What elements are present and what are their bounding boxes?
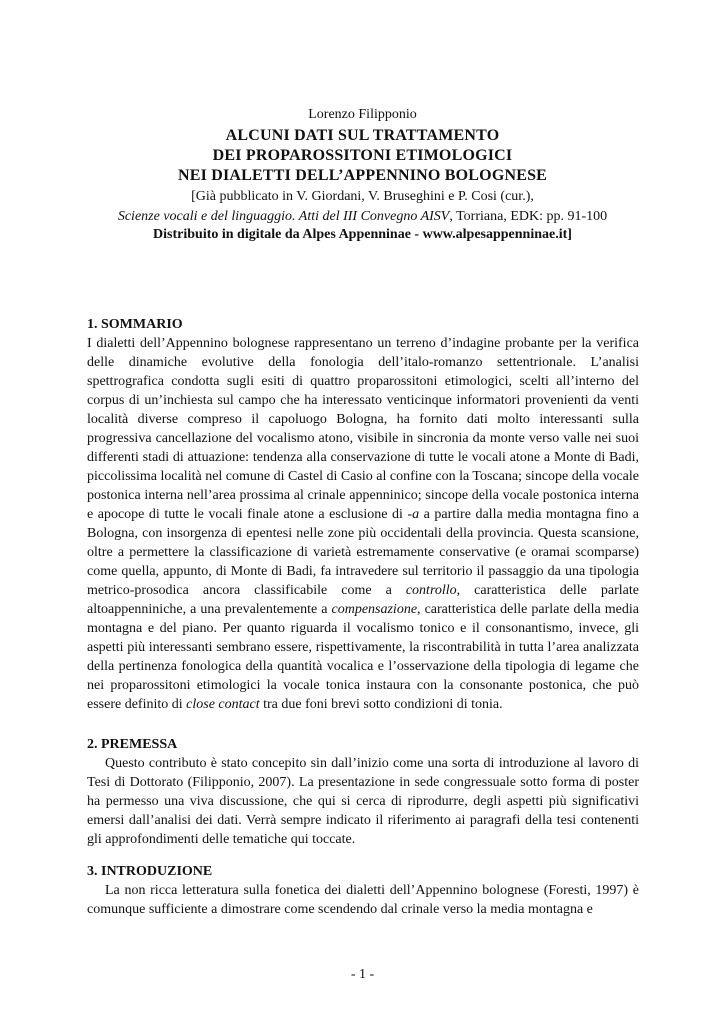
sommario-text-1: I dialetti dell’Appennino bolognese rappresentano un terreno d’indagine probante per la verifica delle dinamiche evolutive della fonologia dell’italo-romanzo settentrionale. L’analisi spettrografica condotta sugli esiti di quattro proparossitoni etimologici, scelti all’interno del corpus di un’inchiesta sul campo che ha interessato venticinque informatori provenienti da venti località diverse compreso il capoluogo Bologna, ha fornito dati molto interessanti sulla progressiva cancellazione del vocalismo atono, visibile in sincronia da monte verso valle nei suoi differenti stadi di attuazione: tendenza alla conservazione di tutte le vocali atone a Monte di Badi, piccolissima località nel comune di Castel di Casio al confine con la Toscana; sincope della vocale postonica interna nell’area prossima al crinale appenninico; sincope della vocale postonica interna e apocope di tutte le vocali finale atone a esclusione di xyxy=(87,336,639,522)
distribution-note: Distribuito in digitale da Alpes Appenninae - www.alpesappenninae.it] xyxy=(153,227,572,242)
introduzione-paragraph: La non ricca letteratura sulla fonetica dei dialetti dell’Appennino bolognese (Foresti, 1997) è comunque sufficiente a dimostrare come scendendo dal crinale verso la media montagna e xyxy=(87,883,639,917)
sommario-text-4: , caratteristica delle parlate della media montagna e del piano. Per quanto riguarda il vocalismo tonico e il consonantismo, invece, gli aspetti più interessanti sembrano essere, rispettivamente, la riscontrabilità in tutta l’area analizzata della pertinenza fonologica della quantità vocalica e l’osservazione della tipologia di legame che nei proparossitoni etimologici la vocale tonica instaura con la consonante postonica, che può essere definito di xyxy=(87,602,639,712)
proceedings-details: , Torriana, EDK: pp. 91-100 xyxy=(449,209,608,224)
publication-note-line-1: [Già pubblicato in V. Giordani, V. Bruseghini e P. Cosi (cur.), xyxy=(191,189,534,204)
author-name: Lorenzo Filipponio xyxy=(308,107,417,122)
sommario-paragraph xyxy=(87,334,639,714)
page-number: - 1 - xyxy=(350,967,375,982)
section-sommario xyxy=(87,315,639,714)
title-line-2: DEI PROPAROSSITONI ETIMOLOGICI xyxy=(212,147,513,164)
sommario-text-3: , caratteristica delle parlate altoappenniniche, a una prevalentemente a xyxy=(87,583,639,617)
sommario-text-5: tra due foni brevi sotto condizioni di tonia. xyxy=(259,697,503,712)
sommario-italic-compensazione: compensazione xyxy=(331,602,418,617)
section-introduzione xyxy=(87,862,639,919)
proceedings-title: Scienze vocali e del linguaggio. Atti del III Convegno AISV xyxy=(117,209,450,224)
premessa-paragraph: Questo contributo è stato concepito sin dall’inizio come una sorta di introduzione al lavoro di Tesi di Dottorato (Filipponio, 2007). La presentazione in sede congressuale sotto forma di poster ha permesso una viva discussione, che qui si cerca di riprodurre, degli aspetti più significativi emersi dall’analisi dei dati. Verrà sempre indicato il riferimento ai paragrafi della tesi contenenti gli approfondimenti delle tematiche qui toccate. xyxy=(87,756,639,847)
sommario-italic-a: -a xyxy=(407,507,420,522)
sommario-text-2: a partire dalla media montagna fino a Bologna, con insorgenza di epentesi nelle zone più occidentali della provincia. Questa scansione, oltre a permettere la classificazione di varietà estremamente conservative (e oramai scomparse) come quella, appunto, di Monte di Badi, fa intravedere sul territorio il passaggio da una tipologia metrico-prosodica ancora classificabile come a xyxy=(87,507,639,598)
paper-header xyxy=(0,106,725,244)
sommario-italic-close-contact: close contact xyxy=(186,697,260,712)
publication-note-line-2 xyxy=(0,208,725,226)
sommario-italic-controllo: controllo xyxy=(405,583,457,598)
section-heading-introduzione: 3. INTRODUZIONE xyxy=(87,864,213,879)
section-heading-sommario: 1. SOMMARIO xyxy=(87,317,183,332)
section-heading-premessa: 2. PREMESSA xyxy=(87,737,178,752)
title-line-1: ALCUNI DATI SUL TRATTAMENTO xyxy=(225,127,500,144)
section-premessa xyxy=(87,735,639,849)
title-line-3: NEI DIALETTI DELL’APPENNINO BOLOGNESE xyxy=(177,167,548,184)
